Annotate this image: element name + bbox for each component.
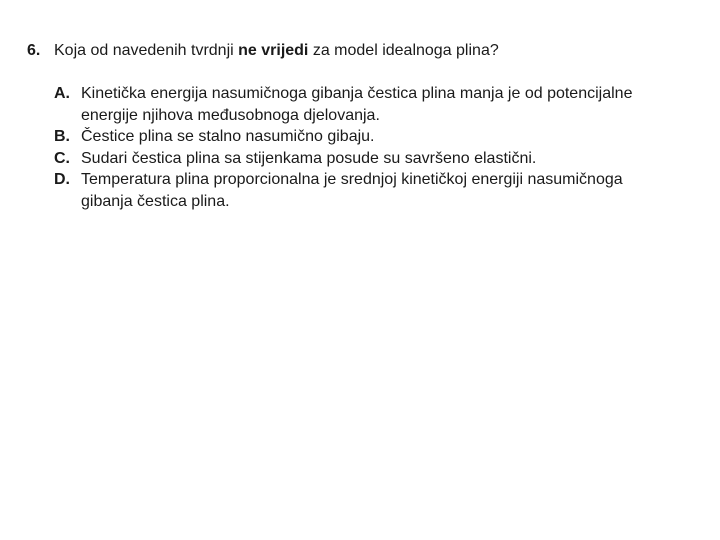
answer-option-a [54,83,694,126]
question-emphasis: ne vrijedi [238,42,309,59]
question-text-before: Koja od navedenih tvrdnji [54,42,239,59]
answer-letter-d: D. [54,171,70,188]
answer-letter-c: C. [54,149,70,167]
answer-letter-a: A. [54,85,70,102]
answer-option-c [54,148,694,170]
answer-a-line-2: energije njihova međusobnoga djelovanja. [81,106,380,124]
question-text-after: za model idealnoga plina? [308,42,499,59]
answer-a-line-1: Kinetička energija nasumičnoga gibanja čestica plina manja je od potencijalne [81,85,633,102]
answer-d-line-2: gibanja čestica plina. [81,192,230,210]
answer-letter-b: B. [54,128,70,145]
answer-c-line-1: Sudari čestica plina sa stijenkama posude su savršeno elastični. [81,149,537,167]
answer-b-line-1: Čestice plina se stalno nasumično gibaju. [81,128,375,145]
question-stem [27,40,499,61]
answer-options [54,83,694,212]
answer-option-b [54,126,694,148]
question-number: 6. [27,42,41,59]
answer-option-d [54,169,694,212]
answer-d-line-1: Temperatura plina proporcionalna je srednjoj kinetičkoj energiji nasumičnoga [81,171,623,188]
